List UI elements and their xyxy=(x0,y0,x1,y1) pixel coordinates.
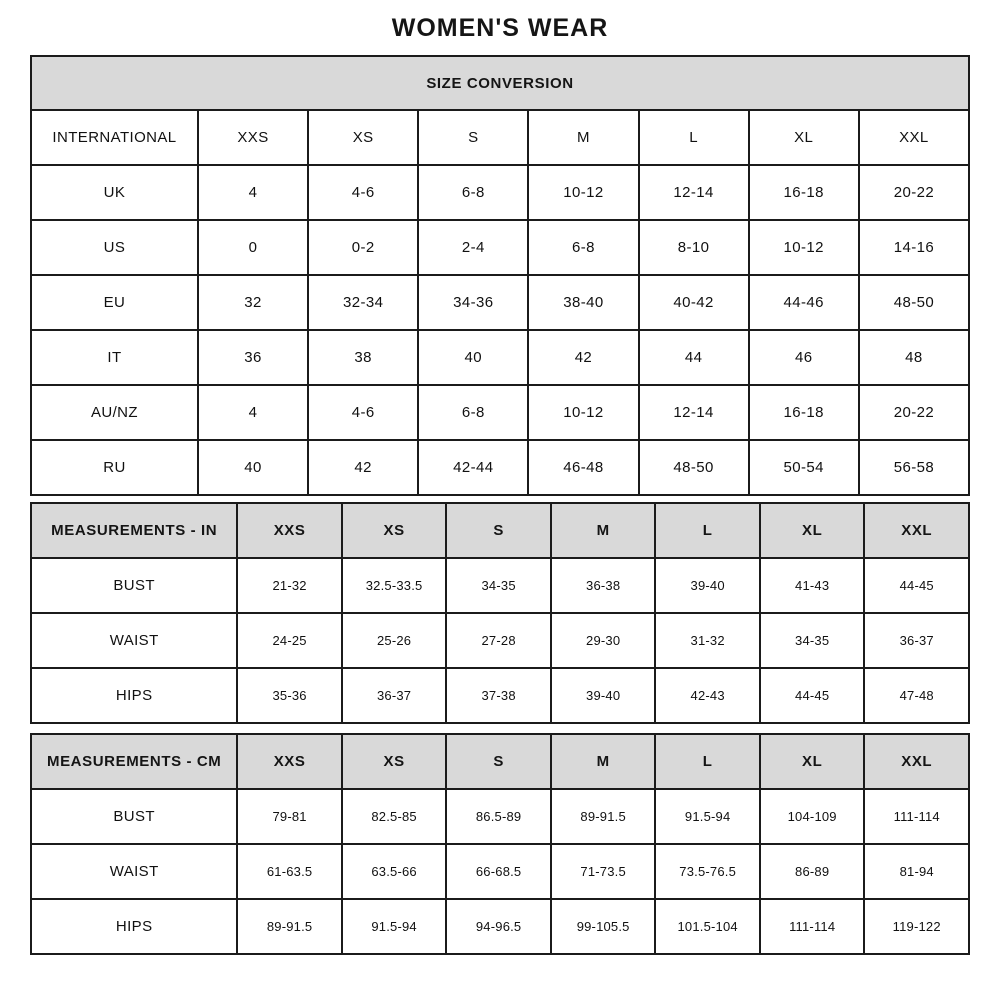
row-label-us: US xyxy=(31,220,198,275)
measure-cell: 31-32 xyxy=(655,613,760,668)
table-row-eu xyxy=(31,275,969,330)
measure-cell: 89-91.5 xyxy=(551,789,656,844)
size-cell: 0-2 xyxy=(308,220,418,275)
size-conversion-columns-row xyxy=(31,110,969,165)
row-label-hips: HIPS xyxy=(31,899,237,954)
page-title: WOMEN'S WEAR xyxy=(391,14,609,42)
header-xs: XS xyxy=(342,503,447,558)
size-cell: 8-10 xyxy=(639,220,749,275)
header-xs: XS xyxy=(342,734,447,789)
measure-cell: 82.5-85 xyxy=(342,789,447,844)
size-cell: 38-40 xyxy=(528,275,638,330)
measure-cell: 39-40 xyxy=(551,668,656,723)
size-cell: 46 xyxy=(749,330,859,385)
measure-cell: 61-63.5 xyxy=(237,844,342,899)
row-label-bust: BUST xyxy=(31,558,237,613)
size-cell: 48 xyxy=(859,330,969,385)
size-cell: 4-6 xyxy=(308,385,418,440)
measure-cell: 47-48 xyxy=(864,668,969,723)
size-cell: 10-12 xyxy=(528,165,638,220)
size-cell: 42 xyxy=(308,440,418,495)
measure-cell: 101.5-104 xyxy=(655,899,760,954)
table-row-hips-cm xyxy=(31,899,969,954)
size-cell: 40-42 xyxy=(639,275,749,330)
measure-cell: 36-37 xyxy=(342,668,447,723)
measure-cell: 36-37 xyxy=(864,613,969,668)
header-xxl: XXL xyxy=(864,734,969,789)
size-cell: 50-54 xyxy=(749,440,859,495)
row-label-ru: RU xyxy=(31,440,198,495)
size-cell: 44-46 xyxy=(749,275,859,330)
measure-cell: 86.5-89 xyxy=(446,789,551,844)
measure-cell: 44-45 xyxy=(864,558,969,613)
row-label-waist: WAIST xyxy=(31,844,237,899)
measure-cell: 73.5-76.5 xyxy=(655,844,760,899)
size-cell: 42 xyxy=(528,330,638,385)
size-cell: 48-50 xyxy=(639,440,749,495)
measure-cell: 66-68.5 xyxy=(446,844,551,899)
header-m: M xyxy=(551,503,656,558)
measure-cell: 94-96.5 xyxy=(446,899,551,954)
column-header-xxl: XXL xyxy=(859,110,969,165)
row-label-aunz: AU/NZ xyxy=(31,385,198,440)
measure-cell: 111-114 xyxy=(864,789,969,844)
header-xl: XL xyxy=(760,734,865,789)
size-cell: 0 xyxy=(198,220,308,275)
row-label-waist: WAIST xyxy=(31,613,237,668)
measure-cell: 119-122 xyxy=(864,899,969,954)
size-cell: 32 xyxy=(198,275,308,330)
header-s: S xyxy=(446,734,551,789)
size-cell: 6-8 xyxy=(418,165,528,220)
measure-cell: 24-25 xyxy=(237,613,342,668)
size-cell: 20-22 xyxy=(859,385,969,440)
measure-cell: 81-94 xyxy=(864,844,969,899)
header-l: L xyxy=(655,503,760,558)
column-header-xl: XL xyxy=(749,110,859,165)
header-xl: XL xyxy=(760,503,865,558)
measure-cell: 91.5-94 xyxy=(342,899,447,954)
measure-cell: 35-36 xyxy=(237,668,342,723)
measure-cell: 34-35 xyxy=(446,558,551,613)
measure-cell: 63.5-66 xyxy=(342,844,447,899)
measurements-cm-header-row xyxy=(31,734,969,789)
size-cell: 4 xyxy=(198,385,308,440)
size-conversion-banner: SIZE CONVERSION xyxy=(31,56,969,110)
measure-cell: 34-35 xyxy=(760,613,865,668)
size-cell: 4-6 xyxy=(308,165,418,220)
size-cell: 40 xyxy=(418,330,528,385)
row-label-hips: HIPS xyxy=(31,668,237,723)
measure-cell: 86-89 xyxy=(760,844,865,899)
size-cell: 6-8 xyxy=(528,220,638,275)
measure-cell: 27-28 xyxy=(446,613,551,668)
header-measurements-in: MEASUREMENTS - IN xyxy=(31,503,237,558)
measure-cell: 21-32 xyxy=(237,558,342,613)
size-cell: 2-4 xyxy=(418,220,528,275)
size-cell: 12-14 xyxy=(639,165,749,220)
measure-cell: 37-38 xyxy=(446,668,551,723)
size-cell: 46-48 xyxy=(528,440,638,495)
table-row-bust-cm xyxy=(31,789,969,844)
row-label-bust: BUST xyxy=(31,789,237,844)
size-cell: 10-12 xyxy=(749,220,859,275)
column-header-international: INTERNATIONAL xyxy=(31,110,198,165)
table-row-it xyxy=(31,330,969,385)
column-header-m: M xyxy=(528,110,638,165)
measure-cell: 25-26 xyxy=(342,613,447,668)
measure-cell: 99-105.5 xyxy=(551,899,656,954)
size-cell: 32-34 xyxy=(308,275,418,330)
size-cell: 16-18 xyxy=(749,385,859,440)
header-xxl: XXL xyxy=(864,503,969,558)
row-label-it: IT xyxy=(31,330,198,385)
measurements-in-table xyxy=(30,502,970,724)
table-row-uk xyxy=(31,165,969,220)
header-xxs: XXS xyxy=(237,503,342,558)
column-header-s: S xyxy=(418,110,528,165)
size-cell: 20-22 xyxy=(859,165,969,220)
table-row-waist-cm xyxy=(31,844,969,899)
measurements-in-header-row xyxy=(31,503,969,558)
header-measurements-cm: MEASUREMENTS - CM xyxy=(31,734,237,789)
table-row-aunz xyxy=(31,385,969,440)
size-cell: 36 xyxy=(198,330,308,385)
table-spacer xyxy=(30,724,970,733)
size-cell: 38 xyxy=(308,330,418,385)
header-xxs: XXS xyxy=(237,734,342,789)
measure-cell: 36-38 xyxy=(551,558,656,613)
size-cell: 10-12 xyxy=(528,385,638,440)
size-cell: 42-44 xyxy=(418,440,528,495)
table-row-ru xyxy=(31,440,969,495)
column-header-xxs: XXS xyxy=(198,110,308,165)
size-cell: 56-58 xyxy=(859,440,969,495)
measure-cell: 44-45 xyxy=(760,668,865,723)
measure-cell: 42-43 xyxy=(655,668,760,723)
table-row-waist-in xyxy=(31,613,969,668)
header-l: L xyxy=(655,734,760,789)
measure-cell: 39-40 xyxy=(655,558,760,613)
header-m: M xyxy=(551,734,656,789)
size-cell: 12-14 xyxy=(639,385,749,440)
header-s: S xyxy=(446,503,551,558)
column-header-l: L xyxy=(639,110,749,165)
measure-cell: 89-91.5 xyxy=(237,899,342,954)
row-label-eu: EU xyxy=(31,275,198,330)
measure-cell: 41-43 xyxy=(760,558,865,613)
size-cell: 48-50 xyxy=(859,275,969,330)
measure-cell: 91.5-94 xyxy=(655,789,760,844)
size-cell: 44 xyxy=(639,330,749,385)
measure-cell: 111-114 xyxy=(760,899,865,954)
table-row-bust-in xyxy=(31,558,969,613)
measure-cell: 29-30 xyxy=(551,613,656,668)
size-cell: 4 xyxy=(198,165,308,220)
size-conversion-table xyxy=(30,55,970,496)
size-cell: 14-16 xyxy=(859,220,969,275)
table-row-us xyxy=(31,220,969,275)
size-cell: 6-8 xyxy=(418,385,528,440)
size-cell: 16-18 xyxy=(749,165,859,220)
measure-cell: 71-73.5 xyxy=(551,844,656,899)
column-header-xs: XS xyxy=(308,110,418,165)
measure-cell: 32.5-33.5 xyxy=(342,558,447,613)
measure-cell: 104-109 xyxy=(760,789,865,844)
size-cell: 40 xyxy=(198,440,308,495)
size-cell: 34-36 xyxy=(418,275,528,330)
row-label-uk: UK xyxy=(31,165,198,220)
measurements-cm-table xyxy=(30,733,970,955)
measure-cell: 79-81 xyxy=(237,789,342,844)
table-row-hips-in xyxy=(31,668,969,723)
